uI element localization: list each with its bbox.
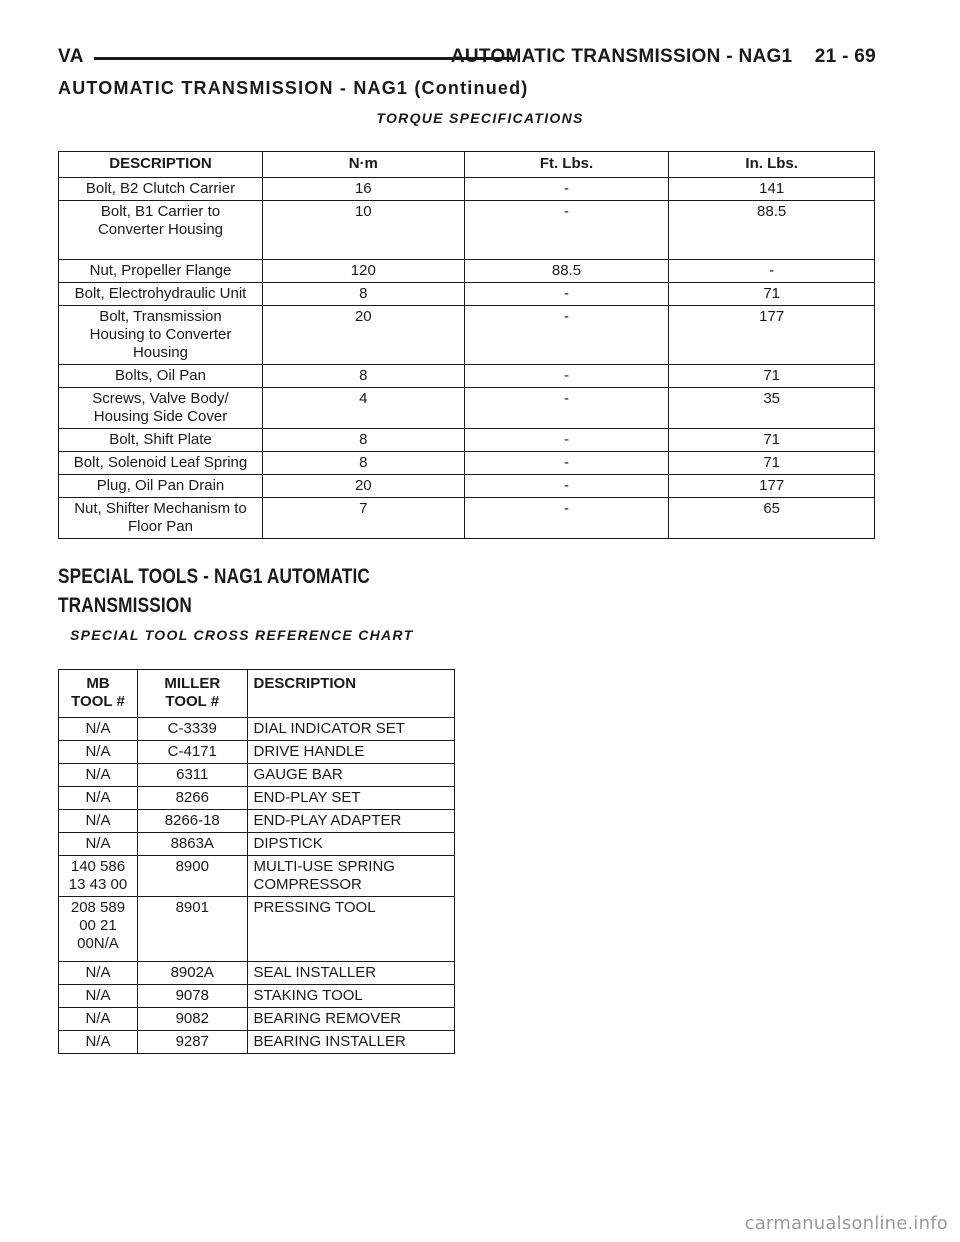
tool-mb-text: 208 589 00 21 00N/A [70, 899, 126, 952]
tool-miller: 8863A [137, 833, 247, 856]
tools-header-mb-text: MB TOOL # [71, 675, 125, 710]
tool-miller: C-4171 [137, 741, 247, 764]
table-row [59, 201, 875, 260]
torque-header-row [59, 152, 875, 178]
torque-description [59, 306, 263, 365]
table-row [59, 787, 455, 810]
torque-description: Bolt, Solenoid Leaf Spring [59, 452, 263, 475]
table-row [59, 856, 455, 897]
table-row [59, 306, 875, 365]
torque-description: Bolt, Shift Plate [59, 429, 263, 452]
torque-ftlbs: 88.5 [464, 260, 669, 283]
torque-description: Bolt, B2 Clutch Carrier [59, 178, 263, 201]
table-row [59, 388, 875, 429]
torque-inlbs: 71 [669, 365, 875, 388]
torque-description [59, 498, 263, 539]
torque-description-text: Screws, Valve Body/ Housing Side Cover [92, 390, 229, 425]
tool-miller: 8902A [137, 962, 247, 985]
torque-ftlbs: - [464, 283, 669, 306]
table-row [59, 833, 455, 856]
tool-mb: N/A [59, 764, 138, 787]
tool-description: STAKING TOOL [247, 985, 454, 1008]
torque-description-text: Bolt, B1 Carrier to Converter Housing [97, 203, 224, 238]
table-row [59, 985, 455, 1008]
special-tool-caption: SPECIAL TOOL CROSS REFERENCE CHART [70, 627, 414, 643]
table-row [59, 429, 875, 452]
torque-inlbs: 65 [669, 498, 875, 539]
tool-miller: 9082 [137, 1008, 247, 1031]
tool-mb [59, 897, 138, 962]
table-row [59, 810, 455, 833]
torque-description [59, 388, 263, 429]
torque-ftlbs: - [464, 388, 669, 429]
torque-header-ftlbs: Ft. Lbs. [464, 152, 669, 178]
tool-miller: 8266 [137, 787, 247, 810]
header-section-code: VA [58, 46, 84, 67]
tool-mb: N/A [59, 1031, 138, 1054]
tool-description: BEARING INSTALLER [247, 1031, 454, 1054]
tool-description: DIAL INDICATOR SET [247, 718, 454, 741]
torque-inlbs: 177 [669, 475, 875, 498]
table-row [59, 260, 875, 283]
tool-mb-text: 140 586 13 43 00 [68, 858, 128, 893]
tool-description: END-PLAY ADAPTER [247, 810, 454, 833]
table-row [59, 365, 875, 388]
torque-nm: 8 [262, 452, 464, 475]
torque-nm: 20 [262, 475, 464, 498]
torque-nm: 8 [262, 429, 464, 452]
torque-ftlbs: - [464, 178, 669, 201]
tool-mb: N/A [59, 810, 138, 833]
torque-nm: 8 [262, 365, 464, 388]
tool-mb: N/A [59, 985, 138, 1008]
torque-specifications-table [58, 151, 875, 539]
tool-miller: 8900 [137, 856, 247, 897]
tool-description: DRIVE HANDLE [247, 741, 454, 764]
table-row [59, 741, 455, 764]
tool-description: DIPSTICK [247, 833, 454, 856]
tools-header-miller-text: MILLER TOOL # [164, 675, 221, 710]
torque-inlbs: 35 [669, 388, 875, 429]
tool-miller: 9287 [137, 1031, 247, 1054]
table-row [59, 283, 875, 306]
torque-description-text: Nut, Shifter Mechanism to Floor Pan [74, 500, 247, 535]
torque-description: Nut, Propeller Flange [59, 260, 263, 283]
tools-header-row [59, 670, 455, 718]
torque-nm: 4 [262, 388, 464, 429]
special-tool-cross-reference-table [58, 669, 455, 1054]
torque-ftlbs: - [464, 498, 669, 539]
continued-title: AUTOMATIC TRANSMISSION - NAG1 (Continued) [58, 78, 529, 98]
torque-ftlbs: - [464, 475, 669, 498]
tool-miller: 8901 [137, 897, 247, 962]
table-row [59, 475, 875, 498]
torque-description: Bolts, Oil Pan [59, 365, 263, 388]
table-row [59, 498, 875, 539]
torque-inlbs: 141 [669, 178, 875, 201]
torque-header-inlbs: In. Lbs. [669, 152, 875, 178]
torque-inlbs: 177 [669, 306, 875, 365]
torque-nm: 7 [262, 498, 464, 539]
page-header [58, 46, 876, 74]
torque-inlbs: 71 [669, 283, 875, 306]
tool-mb: N/A [59, 741, 138, 764]
torque-description: Plug, Oil Pan Drain [59, 475, 263, 498]
torque-inlbs: 88.5 [669, 201, 875, 260]
table-row [59, 764, 455, 787]
torque-header-nm: N·m [262, 152, 464, 178]
torque-nm: 8 [262, 283, 464, 306]
torque-ftlbs: - [464, 306, 669, 365]
table-row [59, 452, 875, 475]
table-row [59, 718, 455, 741]
tool-description-text: MULTI-USE SPRING COMPRESSOR [253, 858, 395, 893]
torque-nm: 20 [262, 306, 464, 365]
tool-miller: C-3339 [137, 718, 247, 741]
watermark-text[interactable]: carmanualsonline.info [744, 1213, 948, 1234]
torque-inlbs: 71 [669, 429, 875, 452]
tool-mb: N/A [59, 833, 138, 856]
torque-description [59, 201, 263, 260]
table-row [59, 897, 455, 962]
special-tools-heading-line2: TRANSMISSION [58, 594, 193, 617]
tools-header-mb [59, 670, 138, 718]
tool-miller: 8266-18 [137, 810, 247, 833]
torque-inlbs: 71 [669, 452, 875, 475]
table-row [59, 178, 875, 201]
special-tools-heading-line1: SPECIAL TOOLS - NAG1 AUTOMATIC [58, 565, 371, 588]
tool-mb: N/A [59, 962, 138, 985]
special-tools-heading [58, 562, 468, 620]
tool-description: END-PLAY SET [247, 787, 454, 810]
torque-nm: 120 [262, 260, 464, 283]
table-row [59, 1008, 455, 1031]
torque-ftlbs: - [464, 429, 669, 452]
tool-description: GAUGE BAR [247, 764, 454, 787]
tool-mb [59, 856, 138, 897]
torque-ftlbs: - [464, 452, 669, 475]
torque-nm: 10 [262, 201, 464, 260]
torque-description-text: Bolt, Transmission Housing to Converter Housing [89, 308, 232, 361]
header-page-title: AUTOMATIC TRANSMISSION - NAG1 21 - 69 [450, 46, 876, 67]
tool-mb: N/A [59, 718, 138, 741]
tool-mb: N/A [59, 1008, 138, 1031]
torque-ftlbs: - [464, 365, 669, 388]
torque-description: Bolt, Electrohydraulic Unit [59, 283, 263, 306]
tool-description: BEARING REMOVER [247, 1008, 454, 1031]
table-row [59, 1031, 455, 1054]
torque-caption: TORQUE SPECIFICATIONS [376, 110, 584, 126]
torque-ftlbs: - [464, 201, 669, 260]
tool-mb: N/A [59, 787, 138, 810]
tool-miller: 6311 [137, 764, 247, 787]
tool-description: PRESSING TOOL [247, 897, 454, 962]
table-row [59, 962, 455, 985]
tool-description [247, 856, 454, 897]
torque-nm: 16 [262, 178, 464, 201]
tools-header-description: DESCRIPTION [247, 670, 454, 718]
tools-header-miller [137, 670, 247, 718]
torque-header-description: DESCRIPTION [59, 152, 263, 178]
tool-description: SEAL INSTALLER [247, 962, 454, 985]
tool-miller: 9078 [137, 985, 247, 1008]
torque-inlbs: - [669, 260, 875, 283]
